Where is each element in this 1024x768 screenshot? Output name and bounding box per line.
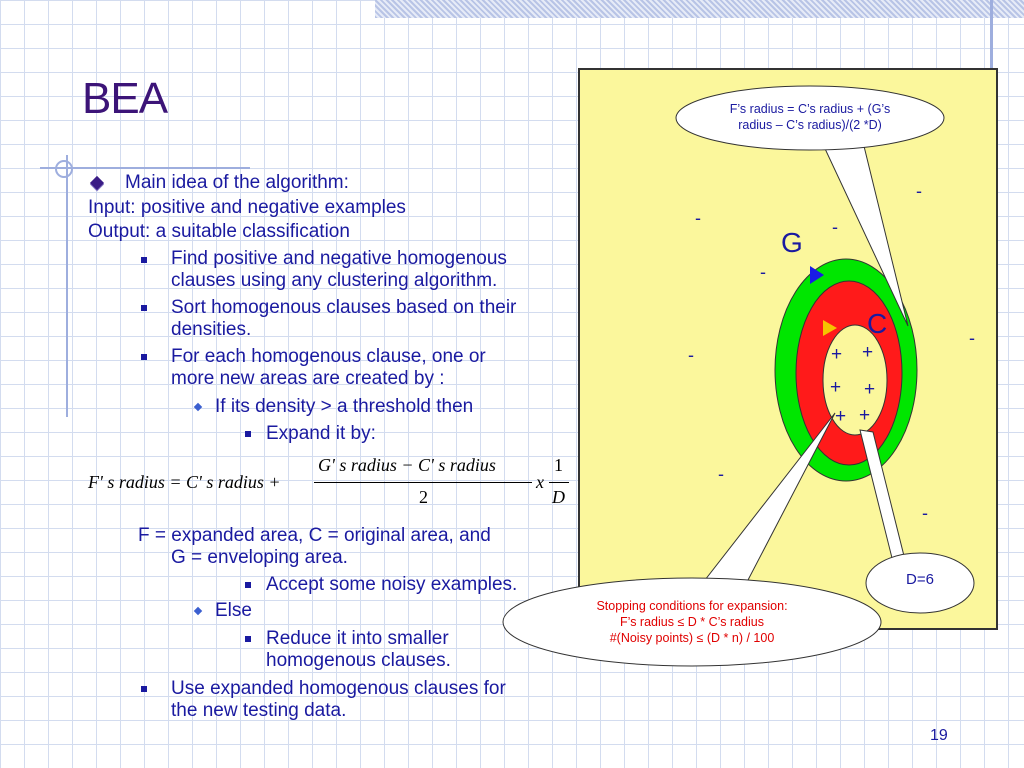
top-callout-line1: F’s radius = C’s radius + (G’s <box>729 102 891 116</box>
formula-lhs: F' s radius = C' s radius + <box>88 472 281 492</box>
positive-point: + <box>835 406 847 427</box>
stop-callout-line1: Stopping conditions for expansion: <box>596 599 788 613</box>
bullet-sort-line1: Sort homogenous clauses based on their <box>171 297 517 318</box>
formula-frac2-den: D <box>552 487 565 507</box>
stop-callout-pointer <box>705 413 835 580</box>
bullet-each-line1: For each homogenous clause, one or <box>171 346 486 367</box>
formula-frac2-num: 1 <box>554 455 563 475</box>
positive-point: + <box>859 405 871 426</box>
definitions-line2: G = enveloping area. <box>171 547 348 568</box>
stop-callout-line2: F’s radius ≤ D * C’s radius <box>620 615 764 629</box>
bullet-use-line2: the new testing data. <box>171 700 347 721</box>
sub-if-density: If its density > a threshold then <box>215 396 474 417</box>
positive-point: + <box>830 377 842 398</box>
main-idea-text: Main idea of the algorithm: <box>125 172 349 193</box>
formula-denominator: 2 <box>419 487 428 507</box>
top-callout-text <box>700 101 920 133</box>
sub-reduce-line1: Reduce it into smaller <box>266 628 449 649</box>
negative-point: - <box>718 464 724 484</box>
sub-expand: Expand it by: <box>266 423 376 444</box>
bullet-each-line2: more new areas are created by : <box>171 368 445 389</box>
top-callout-line2: radius – C’s radius)/(2 *D) <box>738 118 882 132</box>
negative-point: - <box>832 217 838 237</box>
bullet-find-line1: Find positive and negative homogenous <box>171 248 507 269</box>
negative-point: - <box>695 208 701 228</box>
bullet-use-line1: Use expanded homogenous clauses for <box>171 678 506 699</box>
definitions-line1: F = expanded area, C = original area, and <box>138 525 491 546</box>
stop-callout-text <box>562 598 822 646</box>
label-c: C <box>867 308 888 339</box>
sub-reduce-line2: homogenous clauses. <box>266 650 451 671</box>
negative-point: - <box>760 262 766 282</box>
negative-point: - <box>688 345 694 365</box>
formula-times: x <box>536 472 544 492</box>
d-callout-text <box>880 572 960 588</box>
page-number: 19 <box>930 727 948 744</box>
negative-point: - <box>922 503 928 523</box>
sub-else: Else <box>215 600 252 621</box>
bullet-find-line2: clauses using any clustering algorithm. <box>171 270 498 291</box>
stop-callout-line3: #(Noisy points) ≤ (D * n) / 100 <box>609 631 775 645</box>
sub-accept-noisy: Accept some noisy examples. <box>266 574 518 595</box>
d-value-label: D=6 <box>906 571 934 588</box>
negative-point: - <box>916 181 922 201</box>
label-g: G <box>781 227 803 258</box>
formula-numerator: G' s radius − C' s radius <box>318 455 496 475</box>
negative-point: - <box>969 328 975 348</box>
bullet-sort-line2: densities. <box>171 319 252 340</box>
input-text: Input: positive and negative examples <box>88 197 406 218</box>
positive-point: + <box>862 342 874 363</box>
output-text: Output: a suitable classification <box>88 221 350 242</box>
slide-title: BEA <box>82 74 168 123</box>
positive-point: + <box>831 344 843 365</box>
positive-point: + <box>864 379 876 400</box>
